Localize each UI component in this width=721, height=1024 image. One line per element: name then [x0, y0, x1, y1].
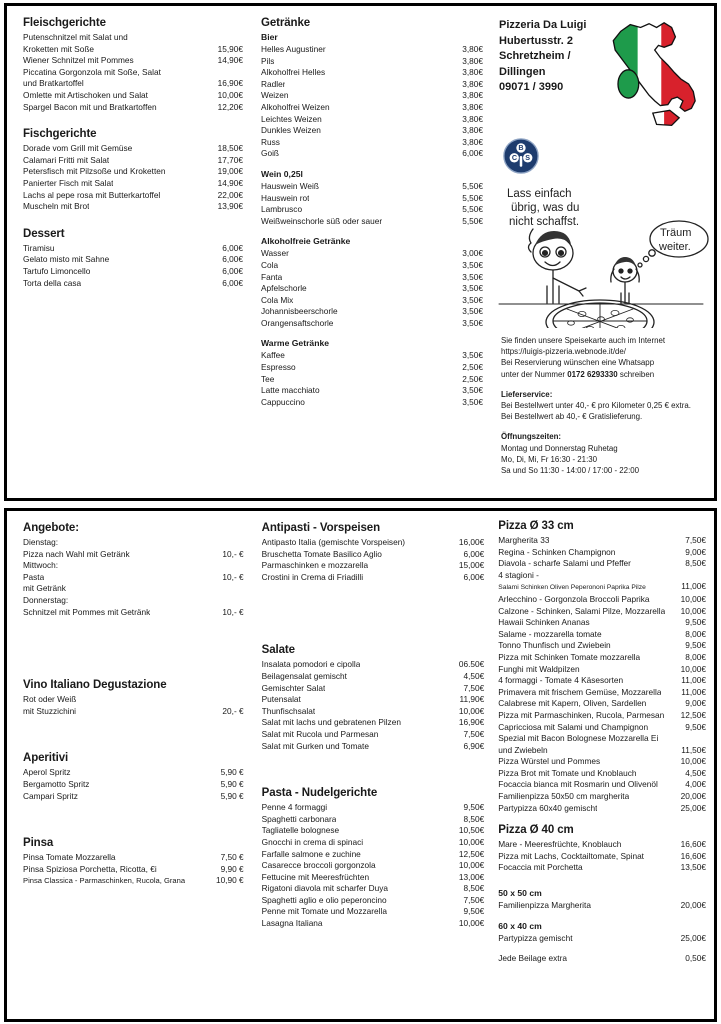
column-antipasti-salads-pasta — [252, 511, 491, 1019]
menu-item: Arlecchino - Gorgonzola Broccoli Paprika 10,00€ — [498, 593, 706, 604]
hours-title: Öffnungszeiten: — [501, 432, 562, 442]
section-title-vino-degustazione: Vino Italiano Degustazione — [23, 679, 167, 692]
menu-item: Torta della casa 6,00€ — [23, 277, 244, 288]
spacer — [261, 227, 483, 236]
menu-item: Pizza mit Parmaschinken, Rucola, Parmesan 12,50€ — [498, 709, 706, 720]
menu-item: Primavera mit frischem Gemüse, Mozzarella 11,00€ — [498, 686, 706, 697]
menu-item: Omlette mit Artischoken und Salat 10,00€ — [23, 89, 244, 100]
menu-item: Tonno Thunfisch und Zwiebein 9,50€ — [498, 640, 706, 651]
menu-item: und Zwiebeln 11,50€ — [498, 744, 706, 755]
svg-text:übrig, was du: übrig, was du — [511, 202, 580, 214]
menu-item: Tiramisu 6,00€ — [23, 242, 244, 253]
menu-item: Partypizza gemischt 25,00€ — [498, 932, 706, 943]
menu-item: 4 formaggi - Tomate 4 Käsesorten 11,00€ — [498, 675, 706, 686]
subsection-title-bier: Bier — [261, 32, 278, 42]
menu-item: Putenschnitzel mit Salat und — [23, 32, 128, 42]
restaurant-header — [497, 14, 706, 134]
restaurant-name: Pizzeria Da Luigi — [499, 19, 587, 31]
menu-item: Radler 3,80€ — [261, 78, 483, 89]
menu-item: Tartufo Limoncello 6,00€ — [23, 265, 244, 276]
section-title-getraenke: Getränke — [261, 17, 311, 29]
menu-item: mit Stuzzichini 20,- € — [23, 705, 244, 716]
list-vino — [23, 694, 244, 717]
menu-item: Espresso 2,50€ — [261, 362, 483, 373]
menu-item: Parmaschinken e mozzarella 15,00€ — [261, 560, 485, 571]
spacer — [498, 874, 706, 888]
menu-item: Hauswein rot 5,50€ — [261, 192, 483, 203]
menu-item: Tagliatelle bolognese 10,50€ — [261, 825, 485, 836]
menu-item: Alkoholfrei Helles 3,80€ — [261, 67, 483, 78]
list-warme-getraenke — [261, 350, 483, 408]
menu-item: Spaghetti carbonara 8,50€ — [261, 813, 485, 824]
subsection-title-pizza-50x50: 50 x 50 cm — [498, 888, 542, 899]
reservation-suffix: schreiben — [617, 369, 655, 379]
cartoon-illustration — [497, 183, 712, 328]
section-title-fleischgerichte: Fleischgerichte — [23, 17, 106, 29]
list-alkoholfreie — [261, 248, 483, 329]
menu-item: Cola Mix 3,50€ — [261, 294, 483, 305]
menu-item: Alkoholfrei Weizen 3,80€ — [261, 101, 483, 112]
svg-text:weiter.: weiter. — [659, 241, 691, 253]
column-meat-fish-dessert — [7, 6, 251, 498]
section-title-angebote: Angebote: — [23, 522, 79, 534]
column-offers — [7, 511, 252, 1019]
menu-item: Schnitzel mit Pommes mit Getränk 10,- € — [23, 606, 244, 617]
menu-item: Fettucine mit Meeresfrüchten 13,00€ — [261, 871, 485, 882]
column-drinks — [251, 6, 489, 498]
menu-item: Dienstag: — [23, 537, 59, 547]
menu-item: Pinsa Spiziosa Porchetta, Ricotta, €i 9,90 € — [23, 863, 244, 874]
menu-item: Apfelschorle 3,50€ — [261, 283, 483, 294]
svg-text:S: S — [525, 153, 531, 163]
list-salate — [262, 659, 485, 752]
svg-text:nicht schaffst.: nicht schaffst. — [509, 216, 580, 228]
menu-item: Pinsa Tomate Mozzarella 7,50 € — [23, 852, 244, 863]
restaurant-address — [497, 14, 606, 96]
menu-item: Weizen 3,80€ — [261, 90, 483, 101]
list-fleischgerichte — [23, 32, 243, 113]
menu-item: Tee 2,50€ — [261, 373, 483, 384]
menu-panel-bottom — [4, 508, 717, 1022]
spacer — [498, 912, 706, 921]
delivery-title: Lieferservice: — [501, 389, 553, 399]
menu-item: Russ 3,80€ — [261, 136, 483, 147]
section-title-pizza-33: Pizza Ø 33 cm — [498, 520, 574, 532]
menu-item: Beilagensalat gemischt 4,50€ — [261, 670, 485, 681]
menu-item: Salat mit Rucola und Parmesan 7,50€ — [261, 728, 485, 739]
menu-item: Penne mit Tomate und Mozzarella 9,50€ — [261, 906, 485, 917]
menu-item: Gnocchi in crema di spinaci 10,00€ — [261, 836, 485, 847]
menu-item: Bruschetta Tomate Basilico Aglio 6,00€ — [261, 548, 485, 559]
info-internet-line: Sie finden unsere Speisekarte auch im Internet — [501, 336, 666, 345]
menu-item: Familienpizza 50x50 cm margherita 20,00€ — [498, 791, 706, 802]
menu-item: Salami Schinken Oliven Peperononi Paprika Pilze 11,00€ — [498, 581, 706, 592]
spacer — [262, 583, 485, 643]
menu-item: Pizza Brot mit Tomate und Knoblauch 4,50€ — [498, 767, 706, 778]
italy-map-icon — [602, 16, 706, 134]
menu-item: Goiß 6,00€ — [261, 148, 483, 159]
menu-item: Wasser 3,00€ — [261, 248, 483, 259]
section-title-pinsa: Pinsa — [23, 837, 54, 850]
menu-item: Mare - Meeresfrüchte, Knoblauch 16,60€ — [498, 839, 706, 850]
menu-item: Pasta 10,- € — [23, 571, 244, 582]
menu-item: Dunkles Weizen 3,80€ — [261, 125, 483, 136]
menu-item: Hawaii Schinken Ananas 9,50€ — [498, 617, 706, 628]
menu-item: Helles Augustiner 3,80€ — [261, 44, 483, 54]
menu-item: Focaccia mit Porchetta 13,50€ — [498, 862, 706, 873]
spacer — [23, 618, 244, 678]
restaurant-phone: 09071 / 3990 — [499, 81, 564, 93]
svg-text:Träum: Träum — [660, 227, 692, 239]
subsection-title-wein: Wein 0,25l — [261, 168, 303, 179]
menu-item: Campari Spritz 5,90 € — [23, 790, 244, 801]
menu-item: Diavola - scharfe Salami und Pfeffer 8,50€ — [498, 558, 706, 569]
list-wein — [261, 181, 483, 227]
menu-item: Aperol Spritz 5,90 € — [23, 767, 244, 778]
menu-item: Calabrese mit Kapern, Oliven, Sardellen 9,00€ — [498, 698, 706, 709]
menu-item: Casarecce broccoli gorgonzola 10,00€ — [261, 860, 485, 871]
menu-item: Focaccia bianca mit Rosmarin und Olivenöl 4,00€ — [498, 779, 706, 790]
cbs-club-logo-icon — [503, 138, 539, 174]
menu-item: Wiener Schnitzel mit Pommes 14,90€ — [23, 55, 244, 66]
spacer — [261, 160, 483, 169]
restaurant-info-text — [497, 333, 706, 476]
menu-item: Panierter Fisch mit Salat 14,90€ — [23, 177, 244, 188]
menu-item: Cola 3,50€ — [261, 259, 483, 270]
menu-item: Gemischter Salat 7,50€ — [261, 682, 485, 693]
list-bier — [261, 44, 483, 160]
menu-item: Kaffee 3,50€ — [261, 350, 483, 361]
menu-item: Pizza nach Wahl mit Getränk 10,- € — [23, 548, 244, 559]
menu-item-extra: Jede Beilage extra 0,50€ — [498, 953, 706, 964]
info-reservation-line1: Bei Reservierung wünschen eine Whatsapp — [501, 358, 655, 368]
spacer — [23, 113, 243, 127]
section-title-aperitivi: Aperitivi — [23, 752, 69, 765]
menu-item: Johannisbeerschorle 3,50€ — [261, 306, 483, 317]
menu-item: Dorade vom Grill mit Gemüse 18,50€ — [23, 143, 244, 154]
menu-item: Kroketten mit Soße 15,90€ — [23, 43, 244, 54]
menu-item: Spaghetti aglio e olio peperoncino 7,50€ — [261, 894, 485, 905]
menu-item: Latte macchiato 3,50€ — [261, 385, 483, 396]
spacer — [23, 802, 244, 836]
menu-item: Cappuccino 3,50€ — [261, 396, 483, 407]
menu-item: Putensalat 11,90€ — [261, 694, 485, 705]
hours-line2: Mo, Di, Mi, Fr 16:30 - 21:30 — [501, 454, 598, 464]
menu-item: Piccatina Gorgonzola mit Soße, Salat — [23, 66, 161, 77]
spacer — [498, 944, 706, 953]
menu-item: Calzone - Schinken, Salami Pilze, Mozzarella 10,00€ — [498, 605, 706, 616]
menu-item: Gelato misto mit Sahne 6,00€ — [23, 254, 244, 265]
list-pizza-33 — [498, 535, 706, 814]
menu-item: Crostini in Crema di Friadilli 6,00€ — [261, 571, 485, 582]
menu-item: Leichtes Weizen 3,80€ — [261, 113, 483, 124]
menu-item: Fanta 3,50€ — [261, 271, 483, 282]
menu-item: Rot oder Weiß — [23, 694, 77, 705]
menu-item: Muscheln mit Brot 13,90€ — [23, 201, 244, 212]
menu-item: Funghi mit Waldpilzen 10,00€ — [498, 663, 706, 674]
menu-item: Weißweinschorle süß oder sauer 5,50€ — [261, 215, 483, 226]
menu-item: Lachs al pepe rosa mit Butterkartoffel 22,00€ — [23, 189, 244, 200]
spacer — [498, 814, 706, 823]
spacer — [23, 213, 243, 227]
reservation-phone-number: 0172 6293330 — [567, 369, 618, 379]
menu-panel-top — [4, 3, 717, 501]
cartoon-speech-left-line1: Lass einfach — [507, 188, 572, 200]
menu-item: Penne 4 formaggi 9,50€ — [261, 802, 485, 813]
svg-text:B: B — [518, 143, 524, 153]
section-title-fischgerichte: Fischgerichte — [23, 128, 97, 141]
list-pizza-40 — [498, 839, 706, 874]
menu-item: Pizza mit Lachs, Cocktailtomate, Spinat 16,60€ — [498, 850, 706, 861]
section-title-salate: Salate — [261, 644, 295, 657]
menu-item: Salame - mozzarella tomate 8,00€ — [498, 628, 706, 639]
spacer — [261, 329, 483, 338]
list-aperitivi — [23, 767, 244, 802]
list-fischgerichte — [23, 143, 243, 213]
menu-item: Thunfischsalat 10,00€ — [261, 705, 485, 716]
menu-item: Rigatoni diavola mit scharfer Duya 8,50€ — [261, 883, 485, 894]
menu-item: Salat mit lachs und gebratenen Pilzen 16,90€ — [261, 717, 485, 728]
menu-item: Donnerstag: — [23, 594, 69, 605]
delivery-line2: Bei Bestellwert ab 40,- € Gratislieferung. — [501, 412, 643, 422]
hours-line1: Montag und Donnerstag Ruhetag — [501, 443, 618, 453]
section-title-pizza-40: Pizza Ø 40 cm — [498, 824, 574, 837]
menu-item: Insalata pomodori e cipolla 06.50€ — [261, 659, 485, 670]
menu-item: Familienpizza Margherita 20,00€ — [498, 900, 706, 911]
list-antipasti — [262, 537, 485, 583]
menu-item: und Bratkartoffel 16,90€ — [23, 78, 244, 89]
restaurant-street: Hubertusstr. 2 — [499, 34, 573, 47]
list-pasta — [262, 802, 485, 930]
menu-item: Antipasto Italia (gemischte Vorspeisen) 16,00€ — [261, 537, 485, 547]
menu-item: Hauswein Weiß 5,50€ — [261, 180, 483, 191]
info-reservation-line2 — [501, 369, 702, 380]
delivery-line1: Bei Bestellwert unter 40,- € pro Kilometer 0,25 € extra. — [501, 401, 691, 411]
menu-item: Spargel Bacon mit und Bratkartoffen 12,20€ — [23, 101, 244, 112]
section-title-dessert: Dessert — [23, 227, 65, 240]
menu-item: Pinsa Classica - Parmaschinken, Rucola, Grana 10,90 € — [23, 875, 244, 886]
menu-item: Orangensaftschorle 3,50€ — [261, 317, 483, 328]
menu-item: Mittwoch: — [23, 560, 59, 571]
reservation-prefix: unter der Nummer — [501, 369, 568, 379]
list-pinsa — [23, 852, 244, 887]
menu-item: Capricciosa mit Salami und Champignon 9,50€ — [498, 721, 706, 732]
menu-item: Petersfisch mit Pilzsoße und Kroketten 19,00€ — [23, 166, 244, 177]
list-angebote — [23, 537, 244, 618]
menu-item: Salat mit Gurken und Tomate 6,90€ — [261, 740, 485, 751]
menu-item: Lasagna Italiana 10,00€ — [261, 918, 485, 929]
section-title-pasta: Pasta - Nudelgerichte — [261, 787, 378, 800]
restaurant-city: Schretzheim / Dillingen — [499, 50, 571, 78]
menu-item: Pils 3,80€ — [261, 55, 483, 66]
info-website[interactable]: https://luigis-pizzeria.webnode.it/de/ — [501, 347, 627, 357]
menu-item: Partypizza 60x40 gemischt 25,00€ — [498, 802, 706, 813]
menu-item: Regina - Schinken Champignon 9,00€ — [498, 546, 706, 557]
menu-item: mit Getränk — [23, 583, 66, 594]
menu-item: Farfalle salmone e zuchine 12,50€ — [261, 848, 485, 859]
svg-text:C: C — [511, 153, 518, 163]
list-dessert — [23, 243, 243, 289]
menu-item: Pizza Würstel und Pommes 10,00€ — [498, 756, 706, 767]
menu-item: Lambrusco 5,50€ — [261, 204, 483, 215]
hours-line3: Sa und So 11:30 - 14:00 / 17:00 - 22:00 — [501, 466, 640, 476]
menu-item: Spezial mit Bacon Bolognese Mozzarella Ei — [498, 733, 659, 744]
subsection-title-pizza-60x40: 60 x 40 cm — [498, 920, 542, 931]
column-restaurant-info — [489, 6, 714, 498]
menu-item: Calamari Fritti mit Salat 17,70€ — [23, 154, 244, 165]
section-title-antipasti: Antipasti - Vorspeisen — [261, 522, 380, 534]
subsection-title-warme: Warme Getränke — [261, 338, 329, 349]
menu-item: 4 stagioni - — [498, 569, 539, 580]
column-pizza — [490, 511, 714, 1019]
menu-item: Margherita 33 7,50€ — [498, 535, 706, 545]
spacer — [262, 752, 485, 786]
menu-item: Pizza mit Schinken Tomate mozzarella 8,00€ — [498, 651, 706, 662]
menu-item: Bergamotto Spritz 5,90 € — [23, 778, 244, 789]
spacer — [23, 717, 244, 751]
subsection-title-alkoholfreie: Alkoholfreie Getränke — [261, 236, 351, 247]
